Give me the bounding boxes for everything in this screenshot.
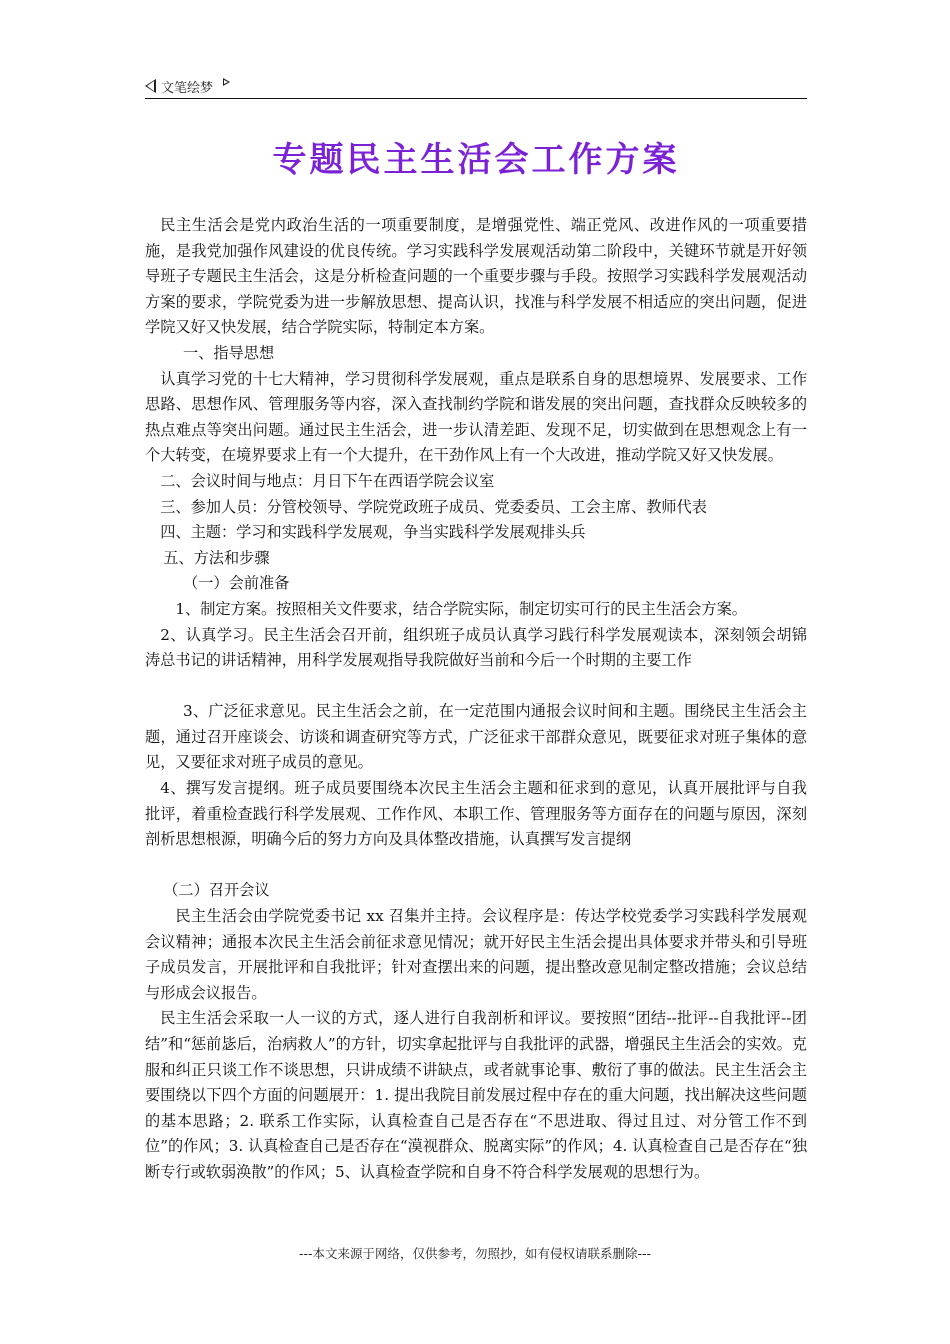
footer-notice: ---本文来源于网络，仅供参考，勿照抄，如有侵权请联系删除--- [298,1246,652,1261]
subsection-heading-preparation: （一）会前准备 [183,574,290,593]
paragraph-step-2: 2、认真学习。民主生活会召开前，组织班子成员认真学习践行科学发展观读本，深刻领会胡锦涛总书记的讲话精神，用科学发展观指导我院做好当前和今后一个时期的主要工作 [145,625,807,670]
blank-line [145,853,807,879]
paragraph-step-3: 3、广泛征求意见。民主生活会之前，在一定范围内通报会议时间和主题。围绕民主生活会主题，通过召开座谈会、访谈和调查研究等方式，广泛征求干部群众意见，既要征求对班子集体的意见，又要征求对班子成员的意见。 [145,702,807,772]
document-body [145,213,807,1186]
document-title: 专题民主生活会工作方案 [272,140,680,180]
paragraph-step-1: 1、制定方案。按照相关文件要求，结合学院实际，制定切实可行的民主生活会方案。 [175,599,747,618]
section-heading-theme: 四、主题：学习和实践科学发展观，争当实践科学发展观排头兵 [160,523,586,542]
section-heading-participants: 三、参加人员：分管校领导、学院党政班子成员、党委委员、工会主席、教师代表 [160,497,707,516]
subsection-heading-meeting: （二）召开会议 [163,881,270,900]
triangle-right-icon [223,78,230,86]
header-divider [145,98,807,99]
paragraph-step-4: 4、撰写发言提纲。班子成员要围绕本次民主生活会主题和征求到的意见，认真开展批评与自我批评，着重检查践行科学发展观、工作作风、本职工作、管理服务等方面存在的问题与原因，深刻剖析思想根源，明确今后的努力方向及具体整改措施，认真撰写发言提纲 [145,779,807,849]
triangle-left-icon [145,79,156,93]
section-heading-methods: 五、方法和步骤 [163,548,270,567]
section-heading-guiding-thought: 一、指导思想 [183,343,275,362]
paragraph-guiding-thought: 认真学习党的十七大精神，学习贯彻科学发展观，重点是联系自身的思想境界、发展要求、工作思路、思想作风、管理服务等内容，深入查找制约学院和谐发展的突出问题，查找群众反映较多的热点难点等突出问题。通过民主生活会，进一步认清差距、发现不足，切实做到在思想观念上有一个大转变，在境界要求上有一个大提升，在干劲作风上有一个大改进，推动学院又好又快发展。 [145,369,807,465]
paragraph-meeting-method: 民主生活会采取一人一议的方式，逐人进行自我剖析和评议。要按照“团结--批评--自我批评--团结”和“惩前毖后，治病救人”的方针，切实拿起批评与自我批评的武器，增强民主生活会的实效。克服和纠正只谈工作不谈思想，只讲成绩不讲缺点，或者就事论事、敷衍了事的做法。民主生活会主要围绕以下四个方面的问题展开：1. 提出我院目前发展过程中存在的重大问题，找出解决这些问题的基本思路；2. 联系工作实际，认真检查自己是否存在“不思进取、得过且过、对分管工作不到位”的作风；3. 认真检查自己是否存在“漠视群众、脱离实际”的作风；4. 认真检查自己是否存在“独断专行或软弱涣散”的作风；5、认真检查学院和自身不符合科学发展观的思想行为。 [145,1009,808,1181]
blank-line [145,674,807,700]
section-heading-time-place: 二、会议时间与地点：月日下午在西语学院会议室 [160,471,495,490]
header-brand: 文笔绘梦 [161,80,214,96]
paragraph-intro: 民主生活会是党内政治生活的一项重要制度，是增强党性、端正党风、改进作风的一项重要措施，是我党加强作风建设的优良传统。学习实践科学发展观活动第二阶段中，关键环节就是开好领导班子专题民主生活会，这是分析检查问题的一个重要步骤与手段。按照学习实践科学发展观活动方案的要求，学院党委为进一步解放思想、提高认识，找准与科学发展不相适应的突出问题，促进学院又好又快发展，结合学院实际，特制定本方案。 [145,216,807,337]
page-header [145,74,807,98]
paragraph-meeting-procedure: 民主生活会由学院党委书记 xx 召集并主持。会议程序是：传达学校党委学习实践科学发展观会议精神；通报本次民主生活会前征求意见情况；就开好民主生活会提出具体要求并带头和引导班子成员发言，开展批评和自我批评；针对查摆出来的问题，提出整改意见制定整改措施；会议总结与形成会议报告。 [145,907,807,1002]
